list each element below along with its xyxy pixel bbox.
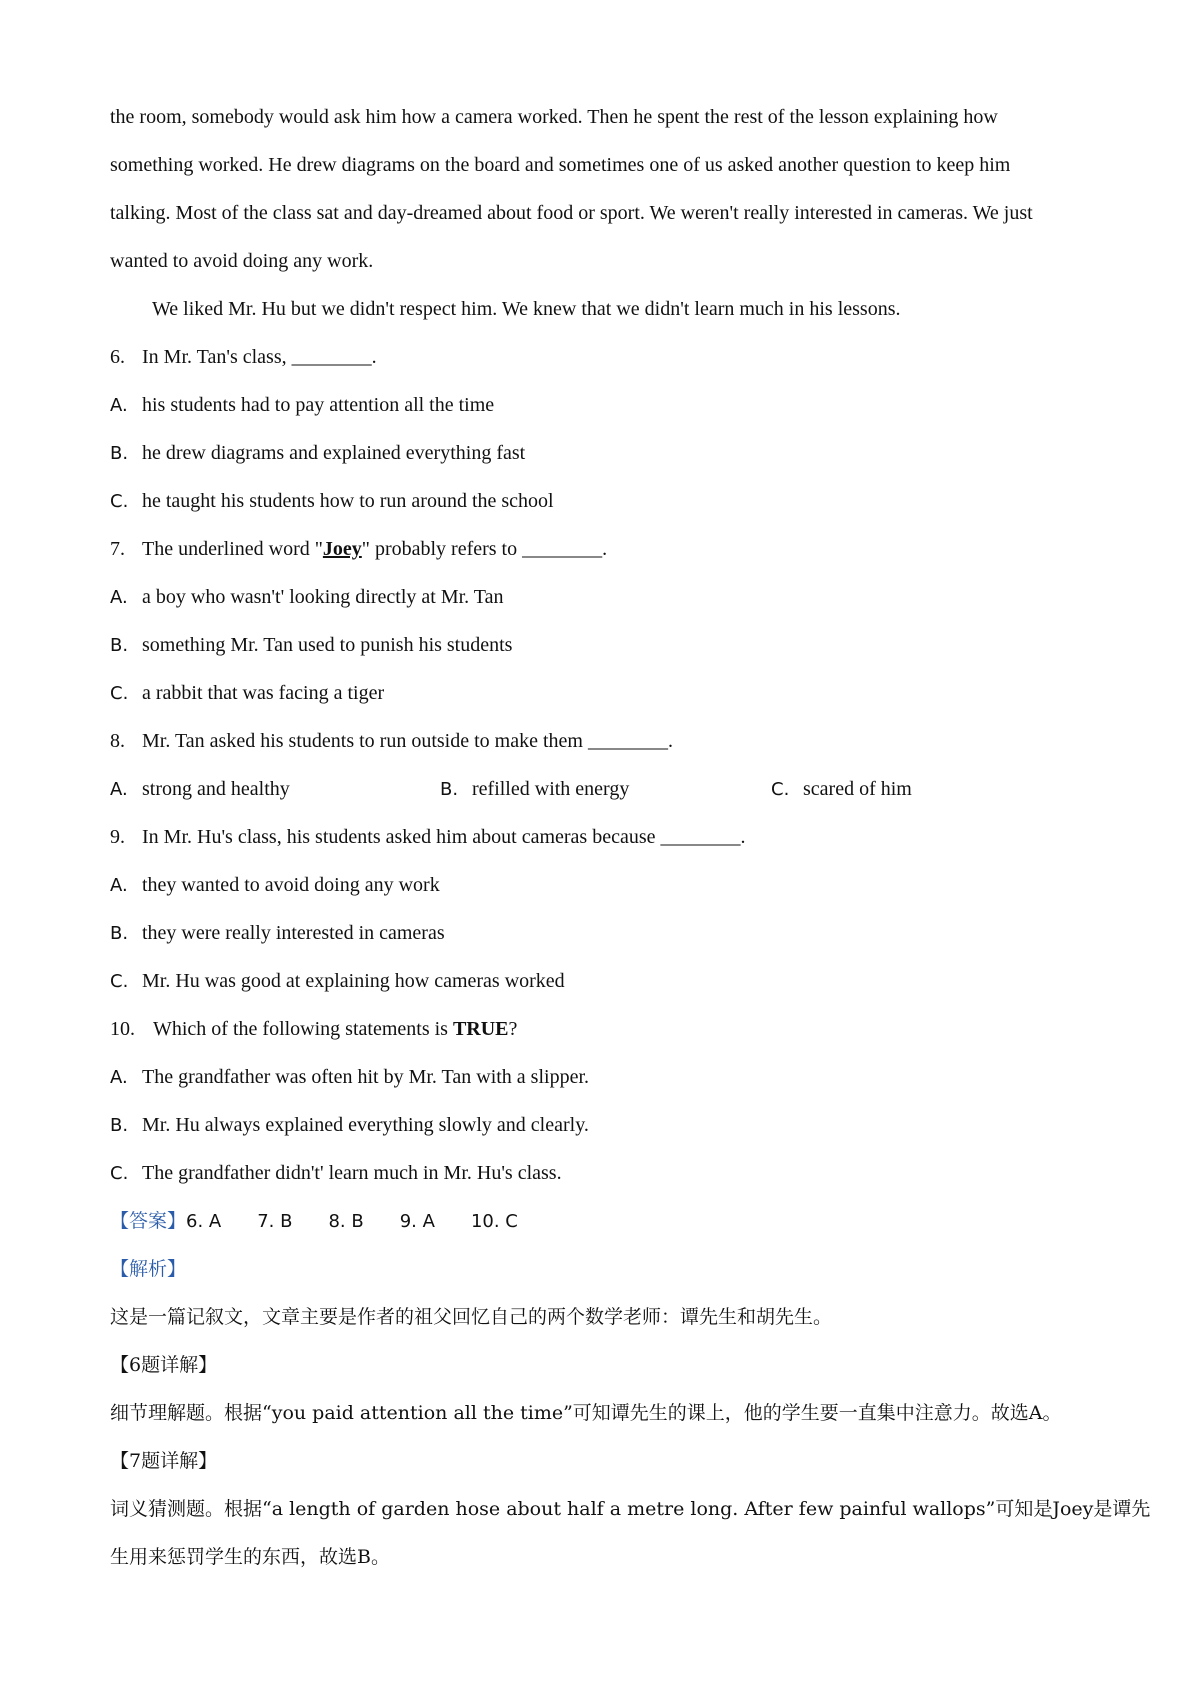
- option-8b: [440, 775, 629, 804]
- option-text: his students had to pay attention all the time: [142, 394, 495, 416]
- underlined-word: Joey: [322, 538, 362, 560]
- option-letter: B.: [110, 1115, 129, 1136]
- option-letter: B.: [110, 443, 129, 464]
- option-text: refilled with energy: [472, 778, 630, 800]
- question-stem-start: The underlined word ": [142, 538, 323, 560]
- answer-item: 8. B: [328, 1211, 364, 1232]
- option-9a: [110, 871, 440, 900]
- answer-label: 【答案】: [110, 1210, 187, 1232]
- question-stem-end: " probably refers to ________.: [361, 538, 608, 560]
- option-letter: C.: [110, 683, 129, 704]
- option-text: scared of him: [803, 778, 912, 800]
- passage-line: something worked. He drew diagrams on the board and sometimes one of us asked another question to keep him: [110, 154, 1011, 176]
- option-10a: [110, 1063, 589, 1092]
- passage-line: the room, somebody would ask him how a camera worked. Then he spent the rest of the lesson explaining how: [110, 106, 998, 128]
- answer-item: 7. B: [257, 1211, 293, 1232]
- option-text: something Mr. Tan used to punish his students: [142, 634, 513, 656]
- bold-word: TRUE: [452, 1018, 509, 1040]
- option-9b: [110, 919, 445, 948]
- question-stem: In Mr. Tan's class, ________.: [142, 346, 377, 368]
- question-number: 9.: [110, 826, 125, 848]
- passage-line: talking. Most of the class sat and day-dreamed about food or sport. We weren't really interested in cameras. We just: [110, 202, 1033, 224]
- option-text: they were really interested in cameras: [142, 922, 445, 944]
- question-6: [110, 343, 377, 371]
- option-letter: C.: [771, 779, 790, 800]
- question-number: 6.: [110, 346, 125, 368]
- passage-paragraph: We liked Mr. Hu but we didn't respect him. We knew that we didn't learn much in his lessons.: [152, 298, 901, 320]
- option-letter: C.: [110, 971, 129, 992]
- q7-detail-text-cont: 生用来惩罚学生的东西，故选B。: [110, 1546, 390, 1568]
- option-letter: C.: [110, 491, 129, 512]
- option-text: The grandfather was often hit by Mr. Tan with a slipper.: [142, 1066, 590, 1088]
- option-letter: A.: [110, 587, 128, 608]
- q7-detail-label: 【7题详解】: [110, 1450, 218, 1472]
- option-letter: B.: [440, 779, 459, 800]
- answer-item: 9. A: [399, 1211, 435, 1232]
- option-letter: B.: [110, 923, 129, 944]
- option-text: they wanted to avoid doing any work: [142, 874, 440, 896]
- option-letter: A.: [110, 875, 128, 896]
- q6-detail-text: 细节理解题。根据“you paid attention all the time”可知谭先生的课上，他的学生要一直集中注意力。故选A。: [110, 1402, 1062, 1424]
- question-number: 8.: [110, 730, 125, 752]
- analysis-label: 【解析】: [110, 1258, 187, 1280]
- question-stem-end: ?: [508, 1018, 518, 1040]
- option-8a: [110, 775, 290, 804]
- option-7b: [110, 631, 512, 660]
- option-letter: B.: [110, 635, 129, 656]
- option-letter: A.: [110, 779, 128, 800]
- passage-line: wanted to avoid doing any work.: [110, 250, 374, 272]
- option-text: strong and healthy: [142, 778, 290, 800]
- question-stem: In Mr. Hu's class, his students asked him about cameras because ________.: [142, 826, 746, 848]
- option-text: a boy who wasn't' looking directly at Mr. Tan: [142, 586, 504, 608]
- option-6a: [110, 391, 494, 420]
- option-text: he drew diagrams and explained everything fast: [142, 442, 526, 464]
- option-10b: [110, 1111, 589, 1140]
- question-8: [110, 727, 673, 755]
- option-text: he taught his students how to run around the school: [142, 490, 554, 512]
- option-6b: [110, 439, 525, 468]
- option-text: The grandfather didn't' learn much in Mr. Hu's class.: [142, 1162, 562, 1184]
- option-8c: [771, 775, 912, 804]
- option-letter: A.: [110, 1067, 128, 1088]
- option-6c: [110, 487, 554, 516]
- analysis-summary: 这是一篇记叙文，文章主要是作者的祖父回忆自己的两个数学老师：谭先生和胡先生。: [110, 1306, 833, 1328]
- q6-detail-label: 【6题详解】: [110, 1354, 218, 1376]
- question-10: [110, 1015, 517, 1043]
- answer-item: 10. C: [470, 1211, 518, 1232]
- option-7c: [110, 679, 384, 708]
- question-stem-start: Which of the following statements is: [153, 1018, 453, 1040]
- q7-detail-text: 词义猜测题。根据“a length of garden hose about half a metre long. After few painful wallops”可知是Joey是谭先: [110, 1498, 1151, 1520]
- answer-key: [110, 1207, 554, 1236]
- option-letter: A.: [110, 395, 128, 416]
- option-10c: [110, 1159, 562, 1188]
- question-7: [110, 535, 607, 563]
- option-letter: C.: [110, 1163, 129, 1184]
- option-text: a rabbit that was facing a tiger: [142, 682, 385, 704]
- option-text: Mr. Hu was good at explaining how cameras worked: [142, 970, 565, 992]
- question-number: 7.: [110, 538, 125, 560]
- option-7a: [110, 583, 504, 612]
- question-9: [110, 823, 746, 851]
- question-number: 10.: [110, 1018, 135, 1040]
- question-stem: Mr. Tan asked his students to run outside to make them ________.: [142, 730, 673, 752]
- option-text: Mr. Hu always explained everything slowly and clearly.: [142, 1114, 589, 1136]
- option-9c: [110, 967, 565, 996]
- answer-item: 6. A: [186, 1211, 222, 1232]
